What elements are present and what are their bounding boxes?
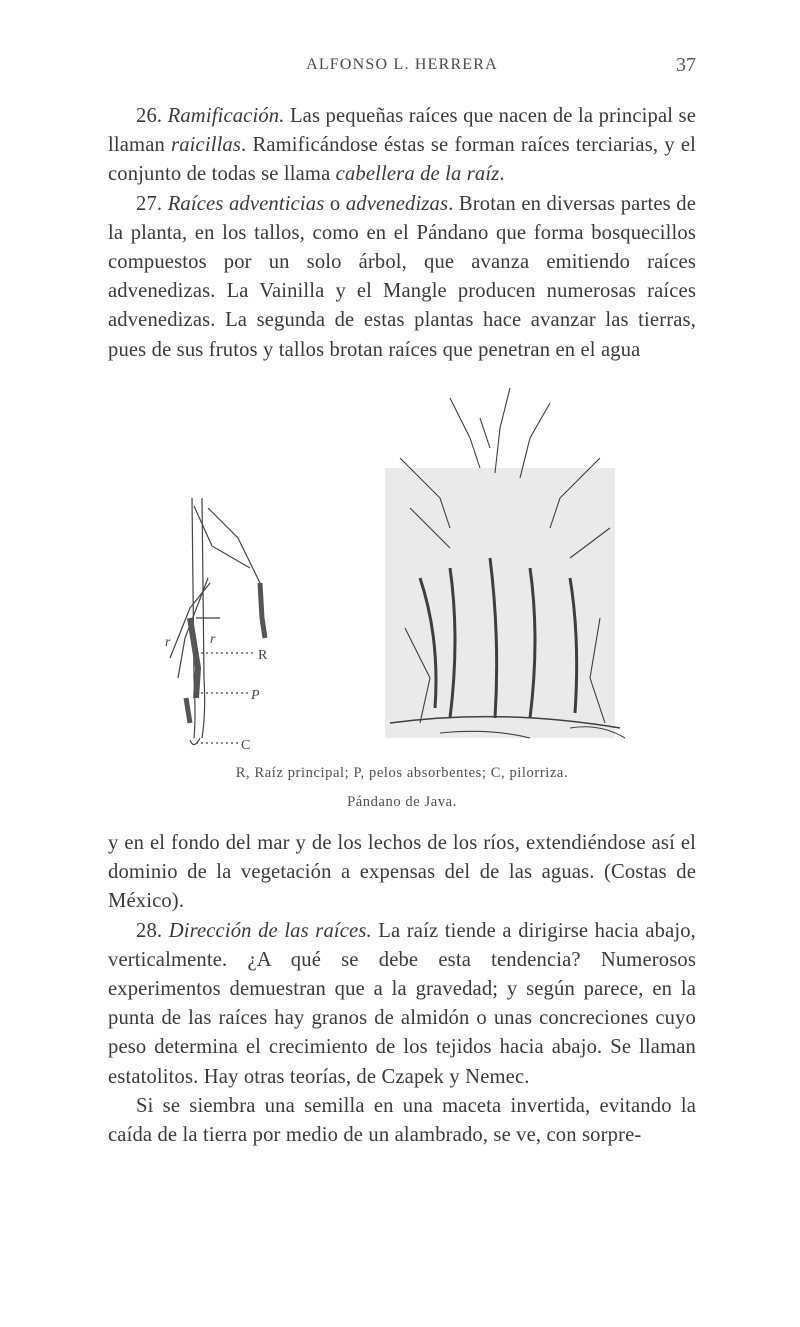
label-r-lower: r <box>210 632 216 647</box>
running-title: ALFONSO L. HERRERA <box>306 56 498 73</box>
bottom-text-block <box>108 829 696 1150</box>
term: advenedizas <box>345 192 449 215</box>
figure-caption-pandano: Pándano de Java. <box>347 794 457 810</box>
paragraph-number: 27. <box>136 192 163 215</box>
section-title: Raíces adventicias <box>167 192 325 215</box>
term: raicillas <box>171 134 242 157</box>
body-text: . Ramificándose éstas se forman raíces terciarias, y el conjunto de todas se llama <box>108 134 696 186</box>
pandanus-illustration <box>385 388 625 738</box>
paragraph-number: 28. <box>136 919 163 942</box>
paragraph-continuation: y en el fondo del mar y de los lechos de los ríos, extendiéndose así el dominio de la vegetación a expensas del de las aguas. (Costas de México). <box>108 832 696 913</box>
label-root-R: R <box>258 648 268 663</box>
section-title: Dirección de las raíces. <box>168 919 372 942</box>
body-text: . <box>499 163 505 186</box>
paragraph-number: 26. <box>136 105 163 127</box>
section-title: Ramificación. <box>167 105 285 127</box>
root-diagram <box>170 498 265 745</box>
label-r-upper: r <box>165 635 171 650</box>
body-text: La raíz tiende a dirigirse hacia abajo, verticalmente. ¿A qué se debe esta tendencia? Numerosos experimentos demuestran que a la gravedad; y según parece, en la punta de las raíces hay granos de almidón o unas concreciones cuyo peso determina el crecimiento de los tejidos hacia abajo. Se llaman estatolitos. Hay otras teorías, de Czapek y Nemec. <box>108 919 696 1088</box>
paragraph-28 <box>108 917 696 1092</box>
body-text: . Brotan en diversas partes de la planta, en los tallos, como en el Pándano que forma bosquecillos compuestos por un solo árbol, que avanza emitiendo raíces advenedizas. La Vainilla y el Mangle producen numerosas raíces advenedizas. La segunda de estas plantas hace avanzar las tierras, pues de sus frutos y tallos brotan raíces que penetran en el agua <box>108 192 696 361</box>
label-hairs-P: P <box>251 688 260 703</box>
figures-illustration <box>150 378 670 768</box>
body-text: o <box>324 192 346 215</box>
figure-caption-root: R, Raíz principal; P, pelos absorbentes; C, pilorriza. <box>235 765 569 781</box>
label-cap-C: C <box>241 738 251 753</box>
term: cabellera de la raíz <box>335 163 500 186</box>
top-text-block <box>108 102 696 365</box>
page-number: 37 <box>676 54 696 76</box>
paragraph-29: Si se siembra una semilla en una maceta invertida, evitando la caída de la tierra por medio de un alambrado, se ve, con sorpre- <box>108 1094 696 1147</box>
paragraph-26 <box>108 102 696 190</box>
body-text: Las pequeñas raíces que nacen de la principal se llaman <box>108 105 696 157</box>
page-header <box>108 56 696 82</box>
paragraph-27 <box>108 190 696 365</box>
